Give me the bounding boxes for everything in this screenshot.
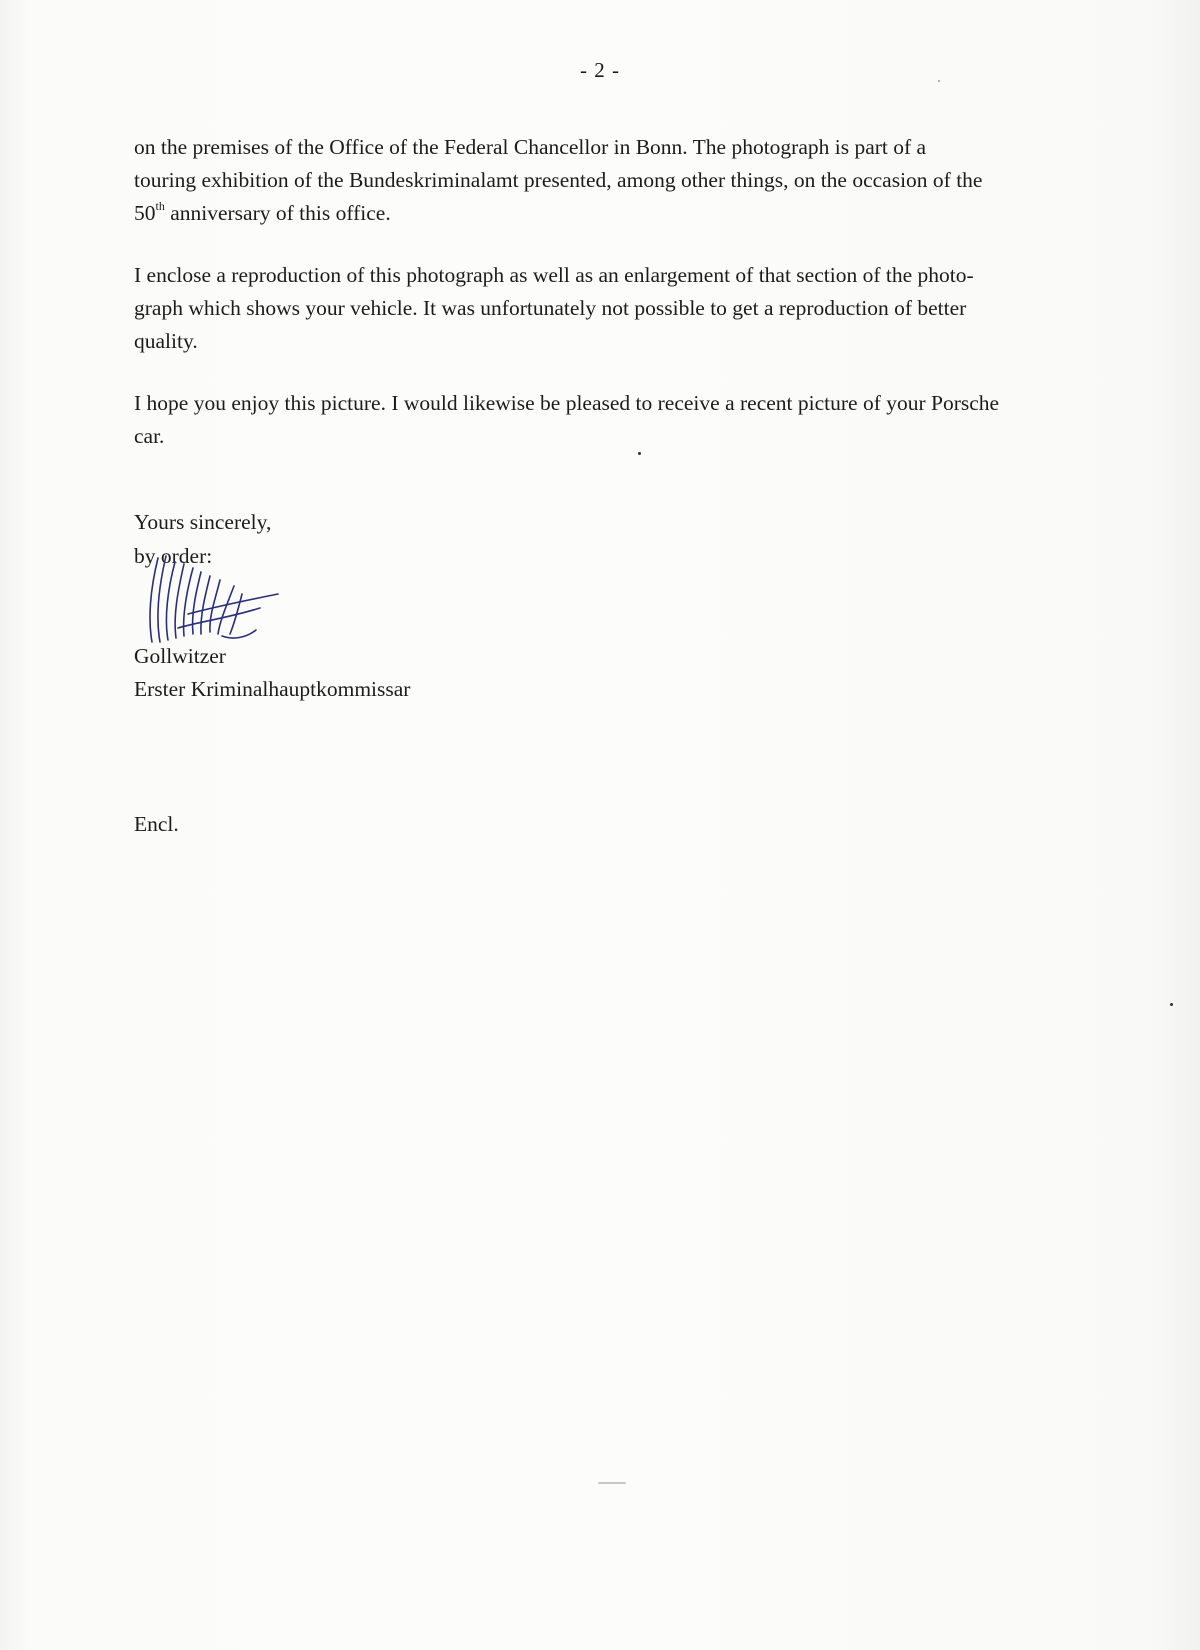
- paragraph-1: [134, 131, 1094, 230]
- letter-body: [134, 131, 1094, 482]
- paragraph-line: quality.: [134, 329, 198, 353]
- paragraph-line: car.: [134, 424, 165, 448]
- signatory-title: Erster Kriminalhauptkommissar: [134, 677, 411, 701]
- signatory-name: Gollwitzer: [134, 644, 226, 668]
- by-order-label: by order:: [134, 544, 213, 568]
- scan-speck: [938, 80, 940, 82]
- paragraph-line: touring exhibition of the Bundeskriminalamt presented, among other things, on the occasion of the: [134, 168, 983, 192]
- scan-speck: [638, 452, 641, 455]
- salutation: Yours sincerely,: [134, 510, 272, 534]
- scan-speck: [1170, 1003, 1173, 1006]
- paragraph-2: [134, 259, 1094, 358]
- ordinal-suffix: th: [155, 198, 165, 213]
- handwritten-signature: [138, 550, 288, 650]
- paragraph-line: I enclose a reproduction of this photograph as well as an enlargement of that section of the photo-: [134, 263, 974, 287]
- paragraph-line: I hope you enjoy this picture. I would likewise be pleased to receive a recent picture of your Porsche: [134, 391, 1000, 415]
- scan-speck: [598, 1482, 626, 1484]
- page-number: - 2 -: [580, 58, 620, 82]
- anniversary-number: 50: [134, 201, 156, 225]
- paragraph-3: [134, 387, 1094, 453]
- paragraph-line: graph which shows your vehicle. It was unfortunately not possible to get a reproduction of better: [134, 296, 967, 320]
- enclosure-note: Encl.: [134, 812, 179, 836]
- anniversary-text: anniversary of this office.: [164, 201, 391, 225]
- paragraph-line: [134, 197, 1094, 230]
- paragraph-line: on the premises of the Office of the Federal Chancellor in Bonn. The photograph is part of a: [134, 135, 927, 159]
